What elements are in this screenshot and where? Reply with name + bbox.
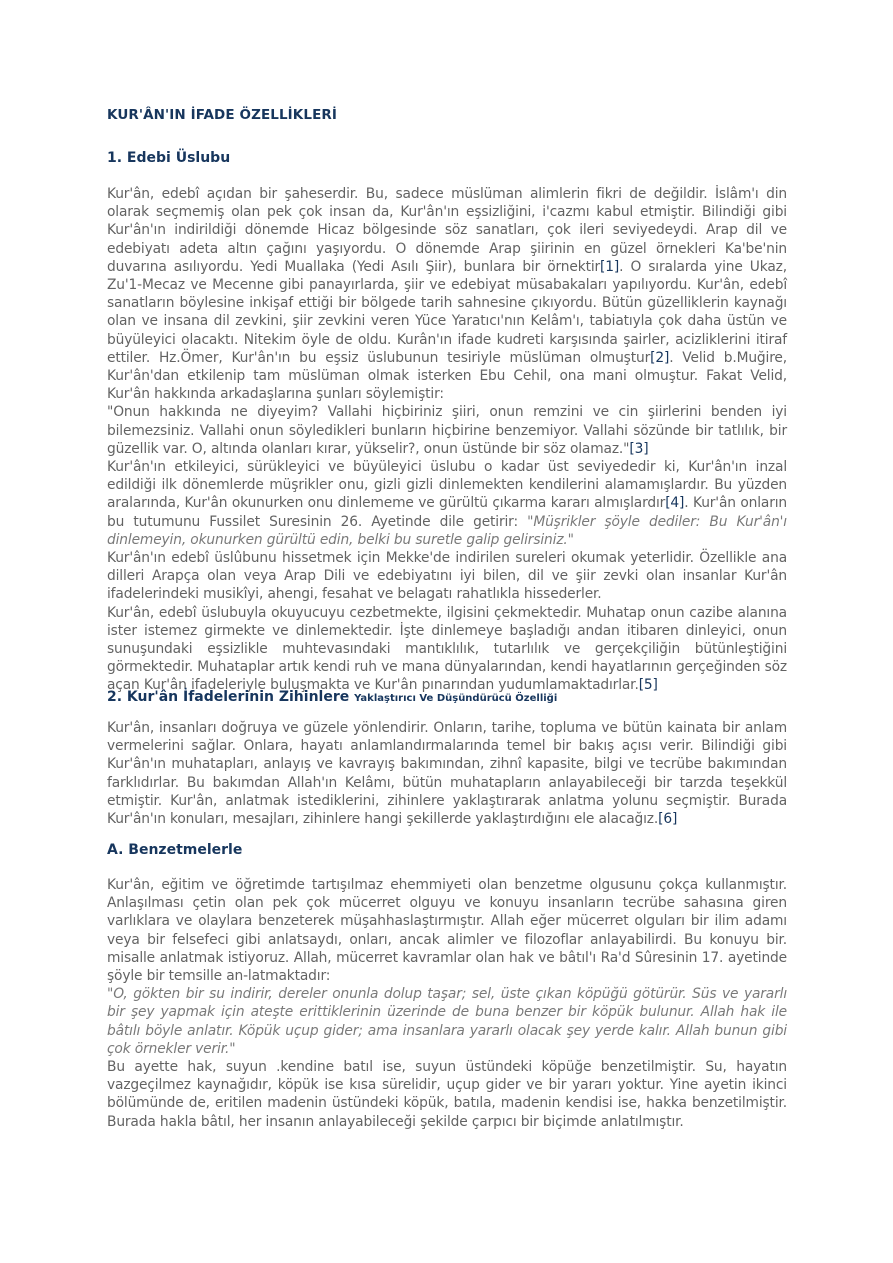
paragraph [107, 458, 787, 549]
footnote-link[interactable]: [4] [665, 495, 685, 512]
section-a-body [107, 876, 787, 1131]
heading-main: 2. Kur'ân İfadelerinin Zihinlere [107, 689, 350, 705]
footnote-link[interactable]: [5] [638, 677, 658, 694]
document-title: KUR'ÂN'IN İFADE ÖZELLİKLERİ [107, 107, 338, 123]
heading-small: Yaklaştırıcı Ve Düşündürücü Özelliği [354, 693, 558, 704]
paragraph-text: Kur'ân, insanları doğruya ve güzele yönlendirir. Onların, tarihe, topluma ve bütün kainata bir anlam vermelerini sağlar. Onlara, hayatı anlamlandırmalarında temel bir bakış açısı verir. Bilindiği gibi Kur'ân'ın muhatapları, anlayış ve kavrayış bakımından, zihnî kapasite, bilgi ve tecrübe bakımından farklıdırlar. Bu bakımdan Allah'ın Kelâmı, bütün muhatapların anlayabileceği bir tarzda teşekkül etmiştir. Kur'ân, anlatmak istediklerini, zihinlere yaklaştırarak anlatma yolunu seçmiştir. Burada Kur'ân'ın konuları, mesajları, zihinlere hangi şekillerde yaklaştırdığını ele alacağız. [107, 720, 787, 828]
section-2-heading [107, 689, 787, 705]
paragraph-text: . Kur'ân onların bu tutumunu Fussilet Suresinin 26. Ayetinde dile getirir: [107, 495, 787, 530]
quote-text: "Onun hakkında ne diyeyim? Vallahi hiçbiriniz şiiri, onun remzini ve cin şiirlerini benden iyi bilemezsiniz. Vallahi onun söyledikleri bunların hiçbirine benzemiyor. Vallahi sözünde bir tatlılık, bir güzellik var. O, altında olanları kırar, yükselir?, onun üstünde bir söz olamaz." [107, 404, 787, 457]
section-a-heading: A. Benzetmelerle [107, 842, 243, 858]
paragraph [107, 719, 787, 828]
paragraph [107, 403, 787, 458]
paragraph: Kur'ân'ın edebî üslûbunu hissetmek için Mekke'de indirilen sureleri okumak yeterlidir. Özellikle ana dilleri Arapça olan veya Arap Dili ve edebiyatını iyi bilen, dil ve şiir zevki olan insanlar Kur'ân ifadelerindeki musikîyi, ahengi, fesahat ve belagatı rahatlıkla hissederler. [107, 550, 787, 603]
paragraph-text: Kur'ân'ın etkileyici, sürükleyici ve büyüleyici üslubu o kadar üst seviyededir ki, Kur'ân'ın inzal edildiği ilk dönemlerde müşrikler onu, gizli gizli dinlemekten kendilerini alamamışlardır. Bu yüzden aralarında, Kur'ân okunurken onu dinlememe ve gürültü çıkarma kararı almışlardır [107, 459, 787, 512]
paragraph: Bu ayette hak, suyun .kendine batıl ise, suyun üstündeki köpüğe benzetilmiştir. Su, hayatın vazgeçilmez kaynağıdır, köpük ise kısa sürelidir, uçup gider ve bir yararı yoktur. Yine ayetin ikinci bölümünde de, eritilen madenin üstündeki köpük, batıla, madenin kendisi ise, hakka benzetilmiştir. Burada hakla bâtıl, her insanın anlayabileceği şekilde çarpıcı bir biçimde anlatılmıştır. [107, 1059, 787, 1130]
paragraph-text: . O sıralarda yine Ukaz, Zu'1-Mecaz ve Mecenne gibi panayırlarda, şiir ve edebiyat müsabakaları yapılıyordu. Kur'ân, edebî sanatların böylesine inkişaf ettiği bir bölgede tarih sahnesine çıkıyordu. Bütün güzelliklerin kaynağı olan ve insana dil zevkini, şiir zevkini veren Yüce Yaratıcı'nın Kelâm'ı, tabiatıyla çok daha üstün ve büyüleyici olacaktı. Nitekim öyle de oldu. Kurân'ın ifade kudreti karşısında şairler, acizliklerini itiraf ettiler. Hz.Ömer, Kur'ân'ın bu eşsiz üslubunun tesiriyle müslüman olmuştur [107, 258, 787, 366]
paragraph-text: . Velid b.Muğire, Kur'ân'dan etkilenip tam müslüman olmak isterken Ebu Cehil, ona mani olmuştur. Fakat Velid, Kur'ân hakkında arkadaşlarına şunları söylemiştir: [107, 349, 787, 403]
footnote-link[interactable]: [6] [658, 811, 678, 828]
footnote-link[interactable]: [3] [629, 440, 649, 457]
paragraph-text: Kur'ân, edebî üslubuyla okuyucuyu cezbetmekte, ilgisini çekmektedir. Muhatap onun cazibe alanına ister istemez girmekte ve dinlemektedir. İşte dinlemeye başladığı andan itibaren dinleyici, onun sunuşundaki eşsizlikle muhtevasındaki mantıklılık, tutarlılık ve gerçekçiliğin bütünleştiğini görmektedir. Muhataplar artık kendi ruh ve mana dünyalarından, kendi hayatlarının gerçeğinden söz açan Kur'ân ifadeleriyle buluşmakta ve Kur'ân pınarından yudumlamaktadırlar. [107, 604, 787, 694]
paragraph: Kur'ân, eğitim ve öğretimde tartışılmaz ehemmiyeti olan benzetme olgusunu çokça kullanmıştır. Anlaşılması çetin olan pek çok mücerret olguyu ve konuyu insanların tecrübe sahasına giren varlıklara ve olaylara benzeterek müşahhaslaştırmıştır. Allah eğer mücerret olguları bir ilim adamı veya bir felsefeci gibi anlatsaydı, onları, ancak alimler ve filozoflar anlayabilirdi. Bu konuyu bir. misalle anlatmak istiyoruz. Allah, mücerret kavramlar olan hak ve bâtıl'ı Ra'd Sûresinin 17. ayetinde şöyle bir temsille an-latmaktadır: [107, 877, 787, 985]
section-2-body [107, 719, 787, 828]
paragraph [107, 185, 787, 403]
section-1-body [107, 185, 787, 695]
footnote-link[interactable]: [1] [600, 258, 620, 275]
section-1-heading: 1. Edebi Üslubu [107, 150, 231, 166]
verse-quote: "O, gökten bir su indirir, dereler onunla dolup taşar; sel, üste çıkan köpüğü götürür. Süs ve yararlı bir şey yapmak için ateşte erittiklerinin üzerinde de buna benzer bir köpük bulunur. Allah hak ile bâtılı böyle anlatır. Köpük uçup gider; ama insanlara yararlı olacak şey yerde kalır. Allah bunun gibi çok örnekler verir." [107, 986, 787, 1057]
footnote-link[interactable]: [2] [650, 349, 670, 366]
paragraph-text: Kur'ân, edebî açıdan bir şaheserdir. Bu, sadece müslüman alimlerin fikri de değildir. İslâm'ı din olarak seçmemiş olan pek çok insan da, Kur'ân'ın eşsizliğini, i'cazmı kabul etmiştir. Bilindiği gibi Kur'ân'ın indirildiği dönemde Hicaz bölgesinde söz sanatları, çok ileri seviyedeydi. Arap dil ve edebiyatı adeta altın çağını yaşıyordu. O dönemde Arap şiirinin en güzel örnekleri Ka'be'nin duvarına asılıyordu. Yedi Muallaka (Yedi Asılı Şiir), bunlara bir örnektir [107, 186, 787, 275]
verse-quote: "Müşrikler şöyle dediler: Bu Kur'ân'ı dinlemeyin, okunurken gürültü edin, belki bu suretle galip gelirsiniz." [107, 513, 787, 548]
paragraph [107, 604, 787, 695]
